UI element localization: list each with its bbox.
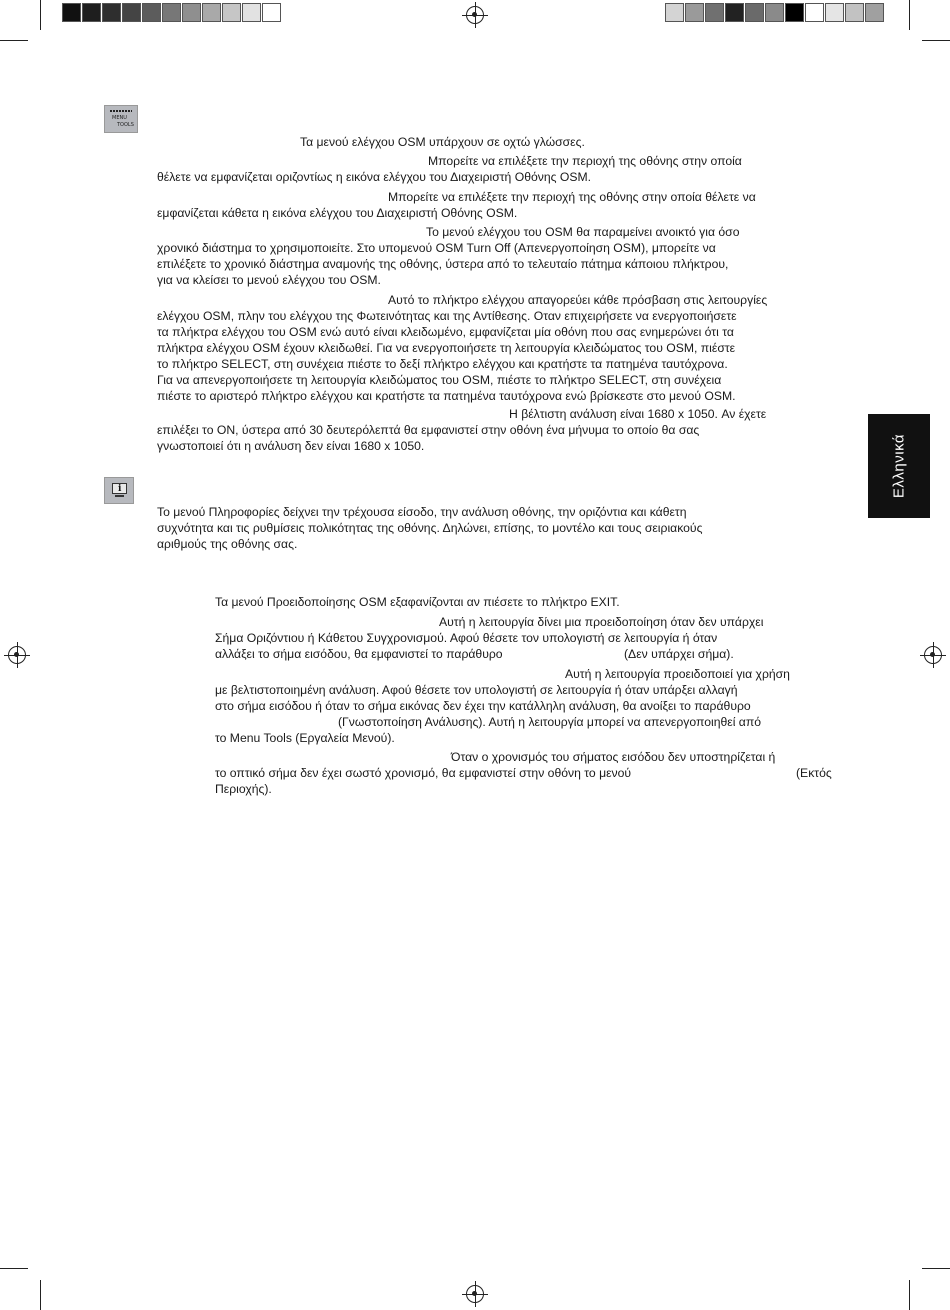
- swatch: [705, 3, 724, 22]
- swatch: [222, 3, 241, 22]
- crop-mark: [922, 40, 950, 41]
- swatch: [242, 3, 261, 22]
- information-icon: [104, 477, 134, 504]
- swatch: [845, 3, 864, 22]
- language-tab-label: Ελληνικά: [890, 433, 908, 499]
- language-tab: [868, 414, 930, 518]
- text-line: το Menu Tools (Εργαλεία Μενού).: [215, 731, 395, 745]
- swatch: [865, 3, 884, 22]
- text-line: Το μενού ελέγχου του OSM θα παραμείνει ανοικτό για όσο: [426, 225, 740, 239]
- text-line: Μπορείτε να επιλέξετε την περιοχή της οθόνης στην οποία: [428, 154, 742, 168]
- icon-text: MENU: [112, 115, 127, 121]
- text-line: το οπτικό σήμα δεν έχει σωστό χρονισμό, θα εμφανιστεί στην οθόνη το μενού: [215, 766, 632, 780]
- text-line: τα πλήκτρα ελέγχου του OSM ενώ αυτό είναι κλειδωμένο, εμφανίζεται μία οθόνη που σας ενημερώνει ότι τα: [157, 325, 734, 339]
- swatch: [62, 3, 81, 22]
- text-line: (Γνωστοποίηση Ανάλυσης). Αυτή η λειτουργία μπορεί να απενεργοποιηθεί από: [338, 715, 762, 729]
- text-line: Η βέλτιστη ανάλυση είναι 1680 x 1050. Αν έχετε: [509, 407, 767, 421]
- registration-mark-icon: [924, 646, 942, 664]
- swatch: [182, 3, 201, 22]
- crop-mark: [40, 0, 41, 30]
- text-line: Αυτό το πλήκτρο ελέγχου απαγορεύει κάθε πρόσβαση στις λειτουργίες: [388, 293, 768, 307]
- swatch: [685, 3, 704, 22]
- crop-mark: [40, 1280, 41, 1310]
- text-line: Τα μενού Προειδοποίησης OSM εξαφανίζονται αν πιέσετε το πλήκτρο EXIT.: [215, 595, 620, 609]
- text-line: το πλήκτρο SELECT, στη συνέχεια πιέστε το δεξί πλήκτρο ελέγχου και κρατήστε τα πατημένα ταυτόχρονα.: [157, 357, 728, 371]
- registration-mark-icon: [8, 646, 26, 664]
- registration-mark-icon: [466, 6, 484, 24]
- text-line: Μπορείτε να επιλέξετε την περιοχή της οθόνης στην οποία θέλετε να: [388, 190, 756, 204]
- text-line: συχνότητα και τις ρυθμίσεις πολικότητας της οθόνης. Δηλώνει, επίσης, το μοντέλο και τους σειριακούς: [157, 521, 703, 535]
- info-glyph: i: [118, 484, 122, 494]
- swatch: [745, 3, 764, 22]
- text-line: για να κλείσει το μενού ελέγχου του OSM.: [157, 273, 381, 287]
- monitor-stand: [115, 495, 124, 497]
- text-line: Αυτή η λειτουργία προειδοποιεί για χρήση: [565, 667, 790, 681]
- crop-mark: [909, 1280, 910, 1310]
- icon-pattern: [110, 110, 132, 112]
- text-line: επιλέξει το ON, ύστερα από 30 δευτερόλεπτά θα εμφανιστεί στην οθόνη ένα μήνυμα το οποίο θα σας: [157, 423, 700, 437]
- text-line: πλήκτρα ελέγχου OSM έχουν κλειδωθεί. Για να ενεργοποιήσετε τη λειτουργία κλειδώματος του OSM, πιέστε: [157, 341, 736, 355]
- swatch: [785, 3, 804, 22]
- crop-mark: [922, 1268, 950, 1269]
- text-line: γνωστοποιεί ότι η ανάλυση δεν είναι 1680 x 1050.: [157, 439, 425, 453]
- text-line: (Δεν υπάρχει σήμα).: [624, 647, 734, 661]
- swatch: [202, 3, 221, 22]
- text-line: επιλέξετε το χρονικό διάστημα αναμονής της οθόνης, ύστερα από το τελευταίο πάτημα κάποιου πλήκτρου,: [157, 257, 729, 271]
- text-line: χρονικό διάστημα το χρησιμοποιείτε. Στο υπομενού OSM Turn Off (Απενεργοποίηση OSM), μπορείτε να: [157, 241, 716, 255]
- swatch: [162, 3, 181, 22]
- text-line: Για να απενεργοποιήσετε τη λειτουργία κλειδώματος του OSM, πιέστε το πλήκτρο SELECT, στη συνέχεια: [157, 373, 722, 387]
- text-line: Το μενού Πληροφορίες δείχνει την τρέχουσα είσοδο, την ανάλυση οθόνης, την οριζόντια και κάθετη: [157, 505, 687, 519]
- text-line: Τα μενού ελέγχου OSM υπάρχουν σε οχτώ γλώσσες.: [300, 135, 585, 149]
- text-line: με βελτιστοποιημένη ανάλυση. Αφού θέσετε τον υπολογιστή σε λειτουργία ή όταν υπάρξει αλλαγή: [215, 683, 738, 697]
- text-line: στο σήμα εισόδου ή όταν το σήμα εικόνας δεν έχει την κατάλληλη ανάλυση, θα ανοίξει το παράθυρο: [215, 699, 751, 713]
- swatch: [805, 3, 824, 22]
- text-line: Περιοχής).: [215, 782, 272, 796]
- text-line: Σήμα Οριζόντιου ή Κάθετου Συγχρονισμού. Αφού θέσετε τον υπολογιστή σε λειτουργία ή όταν: [215, 631, 718, 645]
- text-line: Όταν ο χρονισμός του σήματος εισόδου δεν υποστηρίζεται ή: [451, 750, 776, 764]
- swatch: [122, 3, 141, 22]
- swatch: [102, 3, 121, 22]
- swatch: [82, 3, 101, 22]
- text-line: ελέγχου OSM, πλην του ελέγχου της Φωτεινότητας και της Αντίθεσης. Οταν επιχειρήσετε να ενεργοποιήσετε: [157, 309, 737, 323]
- swatch: [142, 3, 161, 22]
- swatch: [765, 3, 784, 22]
- text-line: εμφανίζεται κάθετα η εικόνα ελέγχου του Διαχειριστή Οθόνης OSM.: [157, 206, 518, 220]
- text-line: θέλετε να εμφανίζεται οριζοντίως η εικόνα ελέγχου του Διαχειριστή Οθόνης OSM.: [157, 170, 592, 184]
- menu-tools-icon: [104, 105, 138, 133]
- text-line: Αυτή η λειτουργία δίνει μια προειδοποίηση όταν δεν υπάρχει: [439, 615, 764, 629]
- swatch: [825, 3, 844, 22]
- crop-mark: [0, 1268, 28, 1269]
- icon-text: TOOLS: [117, 122, 134, 128]
- monitor-screen: [112, 483, 127, 494]
- text-line: πιέστε το αριστερό πλήκτρο ελέγχου και κρατήστε τα πατημένα ταυτόχρονα ενώ βρίσκεστε στο μενού OSM.: [157, 389, 736, 403]
- text-line: αλλάξει το σήμα εισόδου, θα εμφανιστεί το παράθυρο: [215, 647, 503, 661]
- text-line: (Εκτός: [796, 766, 832, 780]
- registration-mark-icon: [466, 1285, 484, 1303]
- text-line: αριθμούς της οθόνης σας.: [157, 537, 298, 551]
- swatch: [262, 3, 281, 22]
- swatch: [665, 3, 684, 22]
- crop-mark: [0, 40, 28, 41]
- swatch: [725, 3, 744, 22]
- crop-mark: [909, 0, 910, 30]
